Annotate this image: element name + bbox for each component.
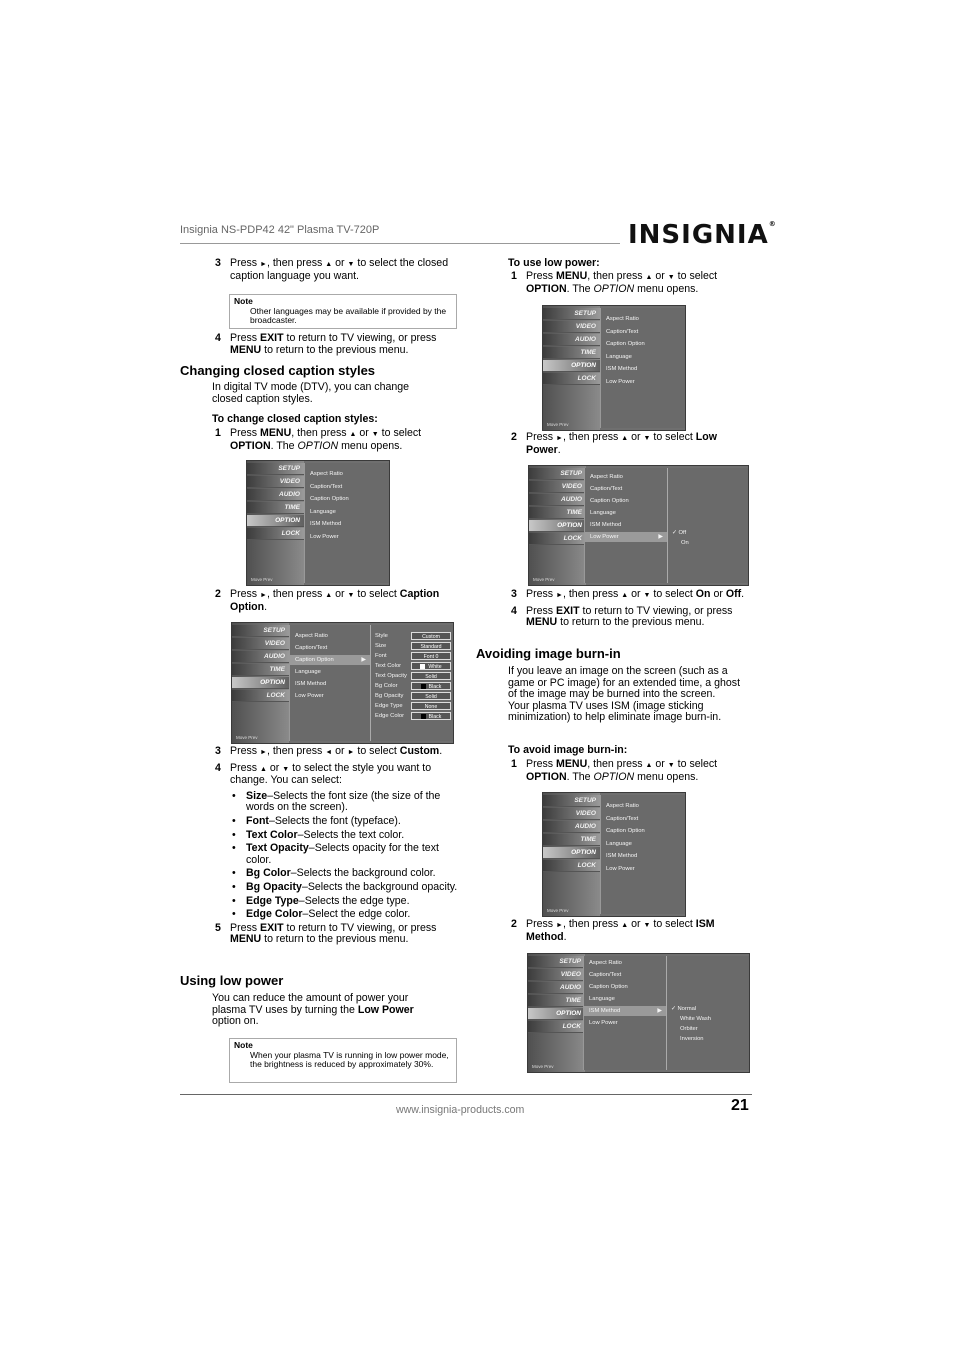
caption-steps-3-5: 3 Press ►, then press ◄ or ► to select Custom. 4 Press ▲ or ▼ to select the style you want to change. You can select: • Size–Selects the font size (the size of the words on the screen). • Font–Selects the font (typeface). • Text Color–Selects the text color. • Text Opacity–Selects opacity for the text color. • Bg Color–Selects the background color. • Bg Opacity–Selects the background opacity. • Edge Type–Selects the edge type. • Edge Color–Select the edge color. 5 Press EXIT to return to TV viewing, or press MENU to return to the previous menu.	[212, 746, 462, 946]
caption-label: Style	[375, 633, 388, 639]
menu-item: Low Power	[310, 534, 339, 540]
menu-item: Caption Option	[589, 984, 628, 990]
tab-lock: LOCK	[247, 528, 304, 540]
tab-setup: SETUP	[247, 463, 304, 475]
option-menu-screenshot	[542, 305, 686, 431]
tab-time: TIME	[543, 347, 600, 359]
menu-item: Caption/Text	[606, 329, 639, 335]
note-low-power: Note When your plasma TV is running in low power mode, the brightness is reduced by approximately 30%.	[229, 1038, 457, 1083]
menu-tabs	[247, 461, 304, 585]
tab-video: VIDEO	[528, 969, 585, 981]
menu-item: Aspect Ratio	[295, 633, 328, 639]
caption-intro: In digital TV mode (DTV), you can change closed caption styles.	[212, 381, 410, 405]
tab-setup: SETUP	[232, 625, 289, 637]
insignia-logo: INSIGNIA®	[628, 220, 777, 250]
step-3-language: 3 Press ►, then press ▲ or ▼ to select the closed caption language you want.	[215, 257, 449, 282]
tab-audio: AUDIO	[232, 651, 289, 663]
header-rule	[180, 243, 620, 244]
menu-items-panel	[584, 468, 667, 583]
tab-lock: LOCK	[543, 373, 600, 385]
menu-item: Language	[606, 841, 632, 847]
caption-settings-panel	[370, 625, 453, 741]
menu-item: Caption Option	[590, 498, 629, 504]
footer-rule	[180, 1094, 752, 1095]
subheading-avoid-burn-in: To avoid image burn-in:	[508, 744, 628, 756]
tab-audio: AUDIO	[528, 982, 585, 994]
caption-option-menu-screenshot	[231, 622, 454, 744]
heading-image-burn-in: Avoiding image burn-in	[476, 646, 621, 661]
option-normal: ✓ Normal	[671, 1006, 697, 1012]
caption-label: Text Color	[375, 663, 402, 669]
tab-option: OPTION	[232, 677, 289, 689]
option-off: ✓ Off	[672, 530, 687, 536]
menu-items-panel	[600, 795, 685, 914]
caption-label: Font	[375, 653, 387, 659]
tab-audio: AUDIO	[543, 821, 600, 833]
menu-footer: Move Prev	[533, 577, 555, 582]
menu-item: Language	[590, 510, 616, 516]
menu-item: Caption/Text	[590, 486, 623, 492]
menu-item-selected: ISM Method ▶	[584, 1006, 666, 1016]
tab-lock: LOCK	[232, 690, 289, 702]
tab-audio: AUDIO	[529, 494, 586, 506]
low-power-menu-screenshot	[528, 465, 749, 586]
footer-url: www.insignia-products.com	[396, 1104, 525, 1116]
caption-value: Standard	[411, 642, 451, 650]
tab-time: TIME	[543, 834, 600, 846]
menu-item: Aspect Ratio	[606, 316, 639, 322]
tab-lock: LOCK	[528, 1021, 585, 1033]
menu-item: ISM Method	[606, 366, 638, 372]
low-steps-3-4: 3 Press ►, then press ▲ or ▼ to select On or Off. 4 Press EXIT to return to TV viewing, or press MENU to return to the previous menu.	[511, 588, 745, 629]
caption-label: Text Opacity	[375, 673, 407, 679]
menu-item: Language	[310, 509, 336, 515]
burn-step2: 2 Press ►, then press ▲ or ▼ to select ISM Method.	[511, 918, 715, 943]
caption-label: Edge Type	[375, 703, 403, 709]
tab-option: OPTION	[529, 520, 586, 532]
tab-setup: SETUP	[529, 468, 586, 480]
tab-video: VIDEO	[232, 638, 289, 650]
tab-setup: SETUP	[543, 795, 600, 807]
caption-value: Solid	[411, 672, 451, 680]
tab-lock: LOCK	[529, 533, 586, 545]
menu-item: Caption/Text	[606, 816, 639, 822]
menu-item: Caption Option	[606, 828, 645, 834]
menu-item: Language	[589, 996, 615, 1002]
option-menu-screenshot	[246, 460, 390, 586]
caption-value: Custom	[411, 632, 451, 640]
page-number: 21	[731, 1097, 749, 1114]
menu-item: Aspect Ratio	[589, 960, 622, 966]
subheading-change-caption: To change closed caption styles:	[212, 413, 378, 425]
ism-method-menu-screenshot	[527, 953, 750, 1073]
menu-items-panel	[289, 625, 370, 741]
menu-item: Low Power	[295, 693, 324, 699]
menu-footer: Move Prev	[532, 1064, 554, 1069]
menu-item: ISM Method	[590, 522, 622, 528]
menu-footer: Move Prev	[251, 577, 273, 582]
menu-item: Low Power	[606, 866, 635, 872]
menu-footer: Move Prev	[236, 735, 258, 740]
menu-item: ISM Method	[606, 853, 638, 859]
tab-time: TIME	[528, 995, 585, 1007]
caption-value: Black	[411, 712, 451, 720]
menu-item: Caption Option	[606, 341, 645, 347]
low-power-options	[667, 468, 748, 583]
tab-option: OPTION	[528, 1008, 585, 1020]
left-step4: 4 Press EXIT to return to TV viewing, or press MENU to return to the previous menu.	[215, 332, 437, 356]
menu-item: Language	[295, 669, 321, 675]
menu-footer: Move Prev	[547, 908, 569, 913]
option-on: On	[681, 540, 689, 546]
caption-value: Solid	[411, 692, 451, 700]
caption-value: White	[411, 662, 451, 670]
tab-video: VIDEO	[529, 481, 586, 493]
menu-item: Low Power	[589, 1020, 618, 1026]
tab-option: OPTION	[543, 360, 600, 372]
tab-audio: AUDIO	[543, 334, 600, 346]
menu-item: Caption/Text	[589, 972, 622, 978]
caption-label: Size	[375, 643, 387, 649]
menu-item: Language	[606, 354, 632, 360]
running-header: Insignia NS-PDP42 42" Plasma TV-720P	[180, 224, 380, 236]
menu-item: Aspect Ratio	[590, 474, 623, 480]
caption-value: Font 0	[411, 652, 451, 660]
caption-label: Bg Opacity	[375, 693, 404, 699]
menu-item: Aspect Ratio	[606, 803, 639, 809]
tab-option: OPTION	[247, 515, 304, 527]
burn-step1: 1 Press MENU, then press ▲ or ▼ to select OPTION. The OPTION menu opens.	[511, 758, 718, 783]
tab-lock: LOCK	[543, 860, 600, 872]
menu-item: Caption/Text	[295, 645, 328, 651]
menu-footer: Move Prev	[547, 422, 569, 427]
menu-item: Aspect Ratio	[310, 471, 343, 477]
caption-step1: 1 Press MENU, then press ▲ or ▼ to select OPTION. The OPTION menu opens.	[215, 427, 422, 452]
tab-time: TIME	[529, 507, 586, 519]
menu-item: ISM Method	[295, 681, 327, 687]
option-menu-screenshot	[542, 792, 686, 917]
low-power-intro: You can reduce the amount of power your plasma TV uses by turning the Low Power option on.	[212, 992, 414, 1028]
burn-in-text: If you leave an image on the screen (such as a game or PC image) for an extended time, a ghost of the image may be burned into the screen. Your plasma TV uses ISM (image sticking minimization) to help eliminate image burn-in.	[508, 665, 741, 724]
style-options-list: • Size–Selects the font size (the size of the words on the screen). • Font–Selects the font (typeface). • Text Color–Selects the text color. • Text Opacity–Selects opacity for the text color. • Bg Color–Selects the background color. • Bg Opacity–Selects the background opacity. • Edge Type–Selects the edge type. • Edge Color–Select the edge color.	[232, 789, 458, 921]
option-inversion: Inversion	[680, 1036, 704, 1042]
low-step2: 2 Press ►, then press ▲ or ▼ to select Low Power.	[511, 431, 717, 456]
caption-label: Bg Color	[375, 683, 398, 689]
heading-caption-styles: Changing closed caption styles	[180, 363, 376, 378]
menu-items-panel	[304, 463, 389, 583]
caption-value: Black	[411, 682, 451, 690]
menu-item-selected: Low Power ▶	[585, 532, 667, 542]
menu-item: Caption Option	[310, 496, 349, 502]
heading-low-power: Using low power	[180, 973, 284, 988]
tab-video: VIDEO	[247, 476, 304, 488]
subheading-use-low-power: To use low power:	[508, 257, 600, 269]
menu-items-panel	[583, 956, 666, 1070]
left-column	[212, 258, 462, 282]
tab-time: TIME	[232, 664, 289, 676]
option-white-wash: White Wash	[680, 1016, 712, 1022]
tab-time: TIME	[247, 502, 304, 514]
menu-item: ISM Method	[310, 521, 342, 527]
tab-setup: SETUP	[543, 308, 600, 320]
menu-item: Caption/Text	[310, 484, 343, 490]
tab-video: VIDEO	[543, 808, 600, 820]
menu-item: Low Power	[606, 379, 635, 385]
tab-setup: SETUP	[528, 956, 585, 968]
menu-items-panel	[600, 308, 685, 428]
low-step1: 1 Press MENU, then press ▲ or ▼ to select OPTION. The OPTION menu opens.	[511, 270, 718, 295]
caption-step2: 2 Press ►, then press ▲ or ▼ to select Caption Option.	[215, 588, 440, 613]
tab-option: OPTION	[543, 847, 600, 859]
caption-label: Edge Color	[375, 713, 405, 719]
caption-value: None	[411, 702, 451, 710]
tab-audio: AUDIO	[247, 489, 304, 501]
option-orbiter: Orbiter	[680, 1026, 698, 1032]
tab-video: VIDEO	[543, 321, 600, 333]
ism-options	[666, 956, 749, 1070]
note-languages: Note Other languages may be available if provided by the broadcaster.	[229, 294, 457, 329]
menu-item-selected: Caption Option ▶	[290, 655, 370, 665]
